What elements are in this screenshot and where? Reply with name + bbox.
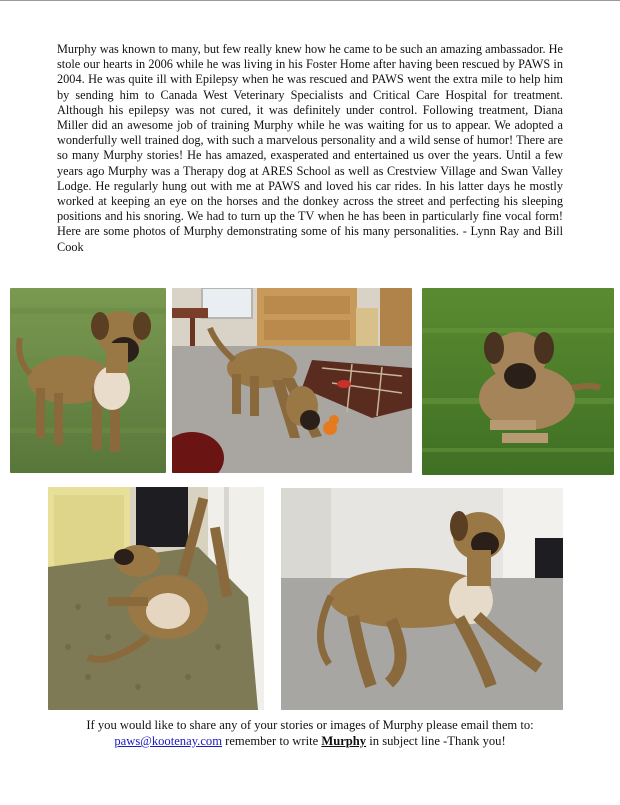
footer-middle-text: remember to write bbox=[222, 734, 322, 748]
footer-line-1: If you would like to share any of your stories or images of Murphy please email them to: bbox=[86, 718, 534, 732]
tribute-paragraph: Murphy was known to many, but few really knew how he came to be such an amazing ambassador. He stole our hearts in 2006 while he was living in his Foster Home after having been rescued by PAWS in 2004. He was quite ill with Epilepsy when he was rescued and PAWS went the extra mile to help him by sending him to Canada West Veterinary Specialists and Critical Care Hospital for treatment. Although his epilepsy was not cured, it was definitely under control. Following treatment, Diana Miller did an awesome job of training Murphy while he was waiting for us to appear. We adopted a wonderfully well trained dog, with such a marvelous personality and a wild sense of humor! There are so many Murphy stories! He has amazed, exasperated and entertained us over the years. Until a few years ago Murphy was a Therapy dog at ARES School as well as Crestview Village and Swan Valley Lodge. He regularly hung out with me at PAWS and loved his car rides. In his latter days he mostly worked at keeping an eye on the horses and the donkey across the street and perfecting his sleeping positions and his snoring. We had to turn up the TV when he has been in particularly fine vocal form! Here are some photos of Murphy demonstrating some of his many personalities. - Lynn Ray and Bill Cook bbox=[57, 42, 563, 254]
photo-murphy-playing-indoors bbox=[172, 288, 412, 473]
footer-line-2 bbox=[40, 733, 580, 749]
top-rule bbox=[0, 0, 620, 1]
email-link[interactable]: paws@kootenay.com bbox=[114, 734, 222, 748]
photo-murphy-rolling-on-bed bbox=[48, 487, 264, 710]
photo-murphy-lying-grass bbox=[422, 288, 614, 475]
footer-end-text: in subject line -Thank you! bbox=[366, 734, 506, 748]
photo-murphy-standing-grass bbox=[10, 288, 166, 473]
photo-murphy-lying-carpet bbox=[281, 488, 563, 710]
dog-name-bold: Murphy bbox=[321, 734, 367, 748]
